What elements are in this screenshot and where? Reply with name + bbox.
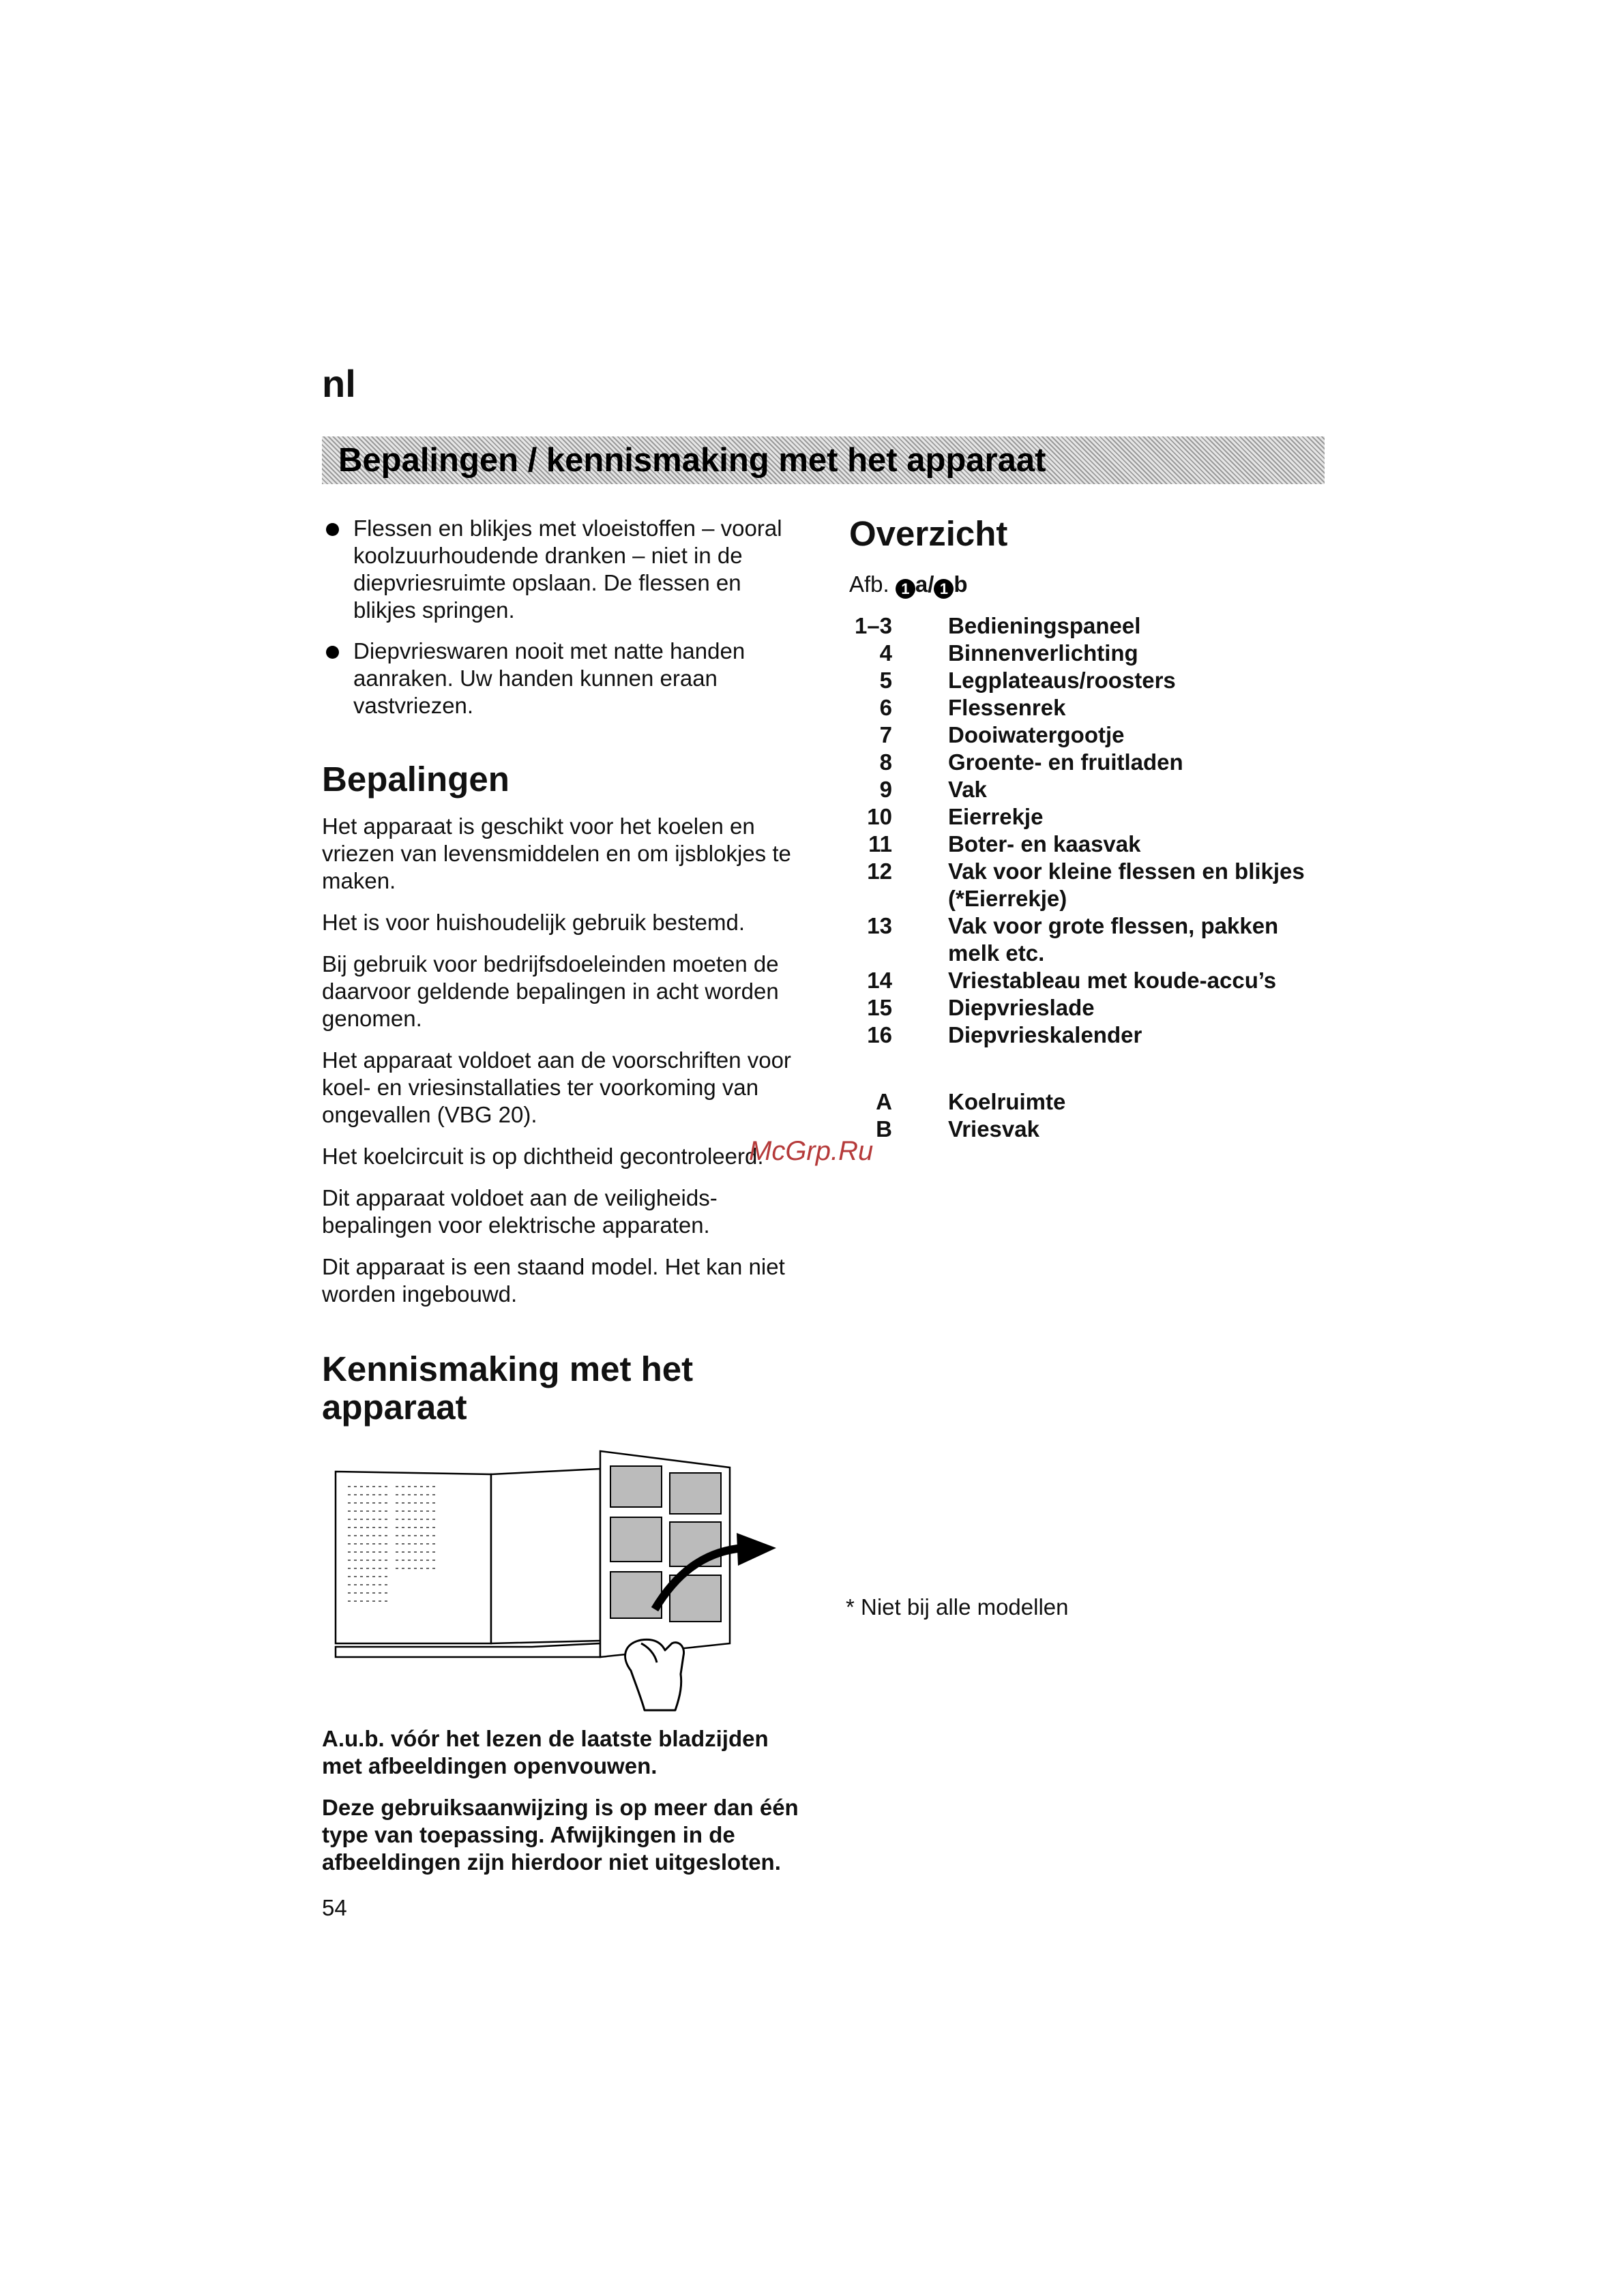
parts-list — [849, 612, 1327, 1049]
paragraph: Het is voor huishoudelijk gebruik bestemd. — [322, 910, 745, 935]
figure-variant: b — [954, 571, 968, 597]
item-number: 10 — [867, 804, 892, 829]
item-number: 9 — [879, 777, 892, 802]
paragraph: Bij gebruik voor bedrijfsdoeleinden moeten de daarvoor geldende bepalingen in acht worden genomen. — [322, 951, 779, 1031]
item-number: 7 — [879, 722, 892, 747]
language-code: nl — [322, 362, 356, 405]
heading-line: apparaat — [322, 1388, 467, 1427]
item-number: 13 — [867, 913, 892, 938]
zones-list — [849, 1088, 1327, 1143]
list-item — [849, 803, 1327, 831]
list-item — [849, 612, 1327, 640]
item-label: Vriesvak — [948, 1116, 1039, 1142]
heading-bepalingen: Bepalingen — [322, 760, 510, 799]
bullet-text: Flessen en blikjes met vloeistoffen – vooral koolzuurhoudende dranken – niet in de diepvriesruimte opslaan. De flessen en blikjes springen. — [353, 516, 782, 623]
list-item — [849, 858, 1327, 912]
watermark: McGrp.Ru — [749, 1136, 874, 1166]
item-number: 1–3 — [854, 613, 892, 638]
bold-note: A.u.b. vóór het lezen de laatste bladzijden met afbeeldingen openvouwen. — [322, 1726, 769, 1778]
kennismaking-notes — [322, 1725, 806, 1890]
list-item — [849, 912, 1327, 967]
page-number: 54 — [322, 1895, 347, 1920]
figure-number-badge: 1 — [896, 579, 915, 599]
paragraph: Het apparaat is geschikt voor het koelen en vriezen van levensmiddelen en om ijsblokjes te maken. — [322, 814, 791, 893]
item-number: 14 — [867, 968, 892, 993]
item-label: Diepvrieslade — [948, 995, 1095, 1020]
bullet-dot-icon — [326, 646, 339, 659]
item-label: Eierrekje — [948, 804, 1044, 829]
item-label: Vriestableau met koude-accu’s — [948, 968, 1277, 993]
figure-number-badge: 1 — [934, 579, 954, 599]
item-number: 11 — [868, 831, 892, 856]
list-item — [849, 831, 1327, 858]
item-label: Groente- en fruitladen — [948, 749, 1183, 775]
paragraph: Het koelcircuit is op dichtheid gecontroleerd. — [322, 1144, 764, 1169]
list-item — [849, 994, 1327, 1022]
bullet-dot-icon — [326, 523, 339, 536]
item-label: Boter- en kaasvak — [948, 831, 1141, 856]
item-number: 16 — [867, 1022, 892, 1047]
bold-note: Deze gebruiksaanwijzing is op meer dan één type van toepassing. Afwijkingen in de afbeeldingen zijn hierdoor niet uitgesloten. — [322, 1795, 799, 1875]
list-item — [849, 1116, 1327, 1143]
item-label: Vak voor grote flessen, pakken melk etc. — [948, 913, 1279, 966]
item-label: Vak voor kleine flessen en blikjes (*Eierrekje) — [948, 859, 1305, 911]
footnote: * Niet bij alle modellen — [846, 1594, 1069, 1620]
item-label: Binnenverlichting — [948, 640, 1138, 666]
list-item — [849, 694, 1327, 721]
paragraph: Dit apparaat is een staand model. Het kan niet worden ingebouwd. — [322, 1254, 785, 1307]
list-item — [849, 667, 1327, 694]
figure-reference — [849, 571, 968, 599]
item-number: 8 — [879, 749, 892, 775]
paragraph: Het apparaat voldoet aan de voorschriften voor koel- en vriesinstallaties ter voorkoming van ongevallen (VBG 20). — [322, 1047, 791, 1127]
item-label: Diepvrieskalender — [948, 1022, 1142, 1047]
item-number: A — [876, 1089, 892, 1114]
item-number: 6 — [879, 695, 892, 720]
warning-bullets — [322, 515, 806, 733]
item-number: 12 — [867, 859, 892, 884]
list-item — [849, 749, 1327, 776]
item-number: B — [876, 1116, 892, 1142]
item-number: 15 — [867, 995, 892, 1020]
list-item — [849, 721, 1327, 749]
bullet-item — [322, 638, 806, 719]
heading-line: Kennismaking met het — [322, 1350, 694, 1388]
list-item — [849, 640, 1327, 667]
bullet-item — [322, 515, 806, 624]
item-number: 4 — [879, 640, 892, 666]
figure-variant: a/ — [915, 571, 934, 597]
list-item — [849, 1022, 1327, 1049]
item-label: Dooiwatergootje — [948, 722, 1125, 747]
heading-overzicht: Overzicht — [849, 514, 1008, 553]
list-item — [849, 967, 1327, 994]
item-label: Koelruimte — [948, 1089, 1066, 1114]
item-label: Vak — [948, 777, 987, 802]
item-label: Flessenrek — [948, 695, 1066, 720]
section-banner — [322, 436, 1325, 484]
section-banner-title: Bepalingen / kennismaking met het apparaat — [338, 442, 1046, 479]
list-item — [849, 776, 1327, 803]
paragraph: Dit apparaat voldoet aan de veiligheids-bepalingen voor elektrische apparaten. — [322, 1185, 718, 1238]
list-item — [849, 1088, 1327, 1116]
item-label: Bedieningspaneel — [948, 613, 1141, 638]
bepalingen-text — [322, 813, 806, 1322]
bullet-text: Diepvrieswaren nooit met natte handen aanraken. Uw handen kunnen eraan vastvriezen. — [353, 638, 745, 718]
figure-prefix: Afb. — [849, 571, 889, 597]
heading-kennismaking — [322, 1350, 693, 1427]
item-label: Legplateaus/roosters — [948, 668, 1176, 693]
item-number: 5 — [879, 668, 892, 693]
fold-out-manual-illustration — [321, 1439, 784, 1712]
